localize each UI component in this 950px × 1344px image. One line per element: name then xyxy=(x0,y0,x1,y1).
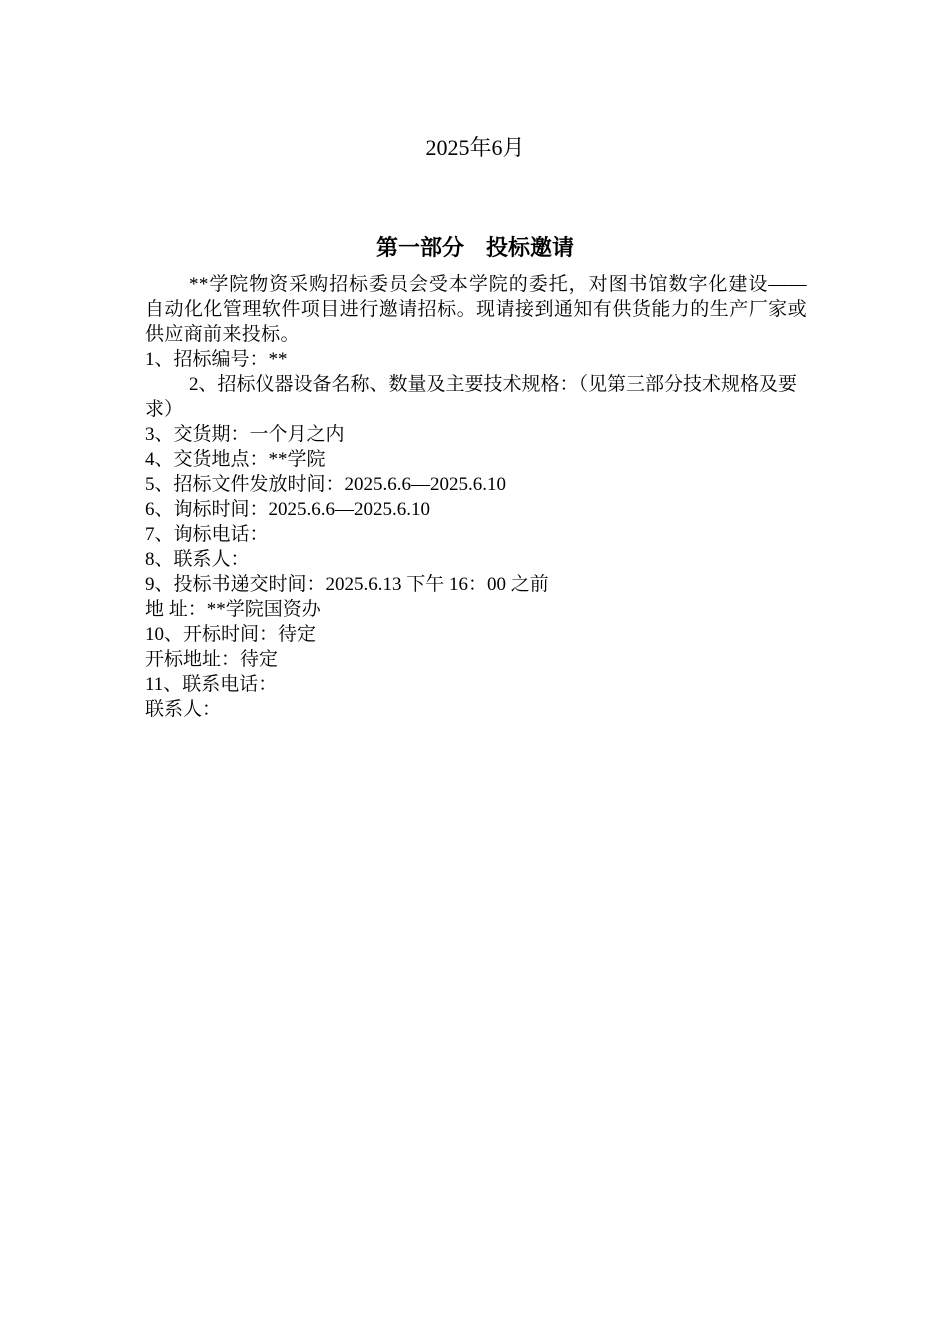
item-contact-phone: 11、联系电话： xyxy=(145,674,278,695)
item-bid-number: 1、招标编号：** xyxy=(145,349,288,370)
item-inquiry-time: 6、询标时间：2025.6.6—2025.6.10 xyxy=(145,499,431,520)
item-contact-person-2: 联系人： xyxy=(145,699,222,720)
item-document-release-time: 5、招标文件发放时间：2025.6.6—2025.6.10 xyxy=(145,474,507,495)
item-opening-time: 10、开标时间：待定 xyxy=(145,624,317,645)
item-inquiry-phone: 7、询标电话： xyxy=(145,524,269,545)
item-submission-time: 9、投标书递交时间：2025.6.13 下午 16：00 之前 xyxy=(145,574,549,595)
item-equipment-spec: 2、招标仪器设备名称、数量及主要技术规格：（见第三部分技术规格及要求） xyxy=(145,374,798,420)
document-date: 2025年6月 xyxy=(425,135,525,160)
document-body xyxy=(145,272,807,722)
item-opening-address: 开标地址：待定 xyxy=(145,649,279,670)
section-title: 第一部分 投标邀请 xyxy=(375,235,574,260)
item-submission-address: 地 址：**学院国资办 xyxy=(145,599,321,620)
item-delivery-period: 3、交货期：一个月之内 xyxy=(145,424,345,445)
item-contact-person: 8、联系人： xyxy=(145,549,250,570)
item-delivery-location: 4、交货地点：**学院 xyxy=(145,449,326,470)
intro-paragraph: **学院物资采购招标委员会受本学院的委托，对图书馆数字化建设——自动化化管理软件项目进行邀请招标。现请接到通知有供货能力的生产厂家或供应商前来投标。 xyxy=(145,274,807,345)
